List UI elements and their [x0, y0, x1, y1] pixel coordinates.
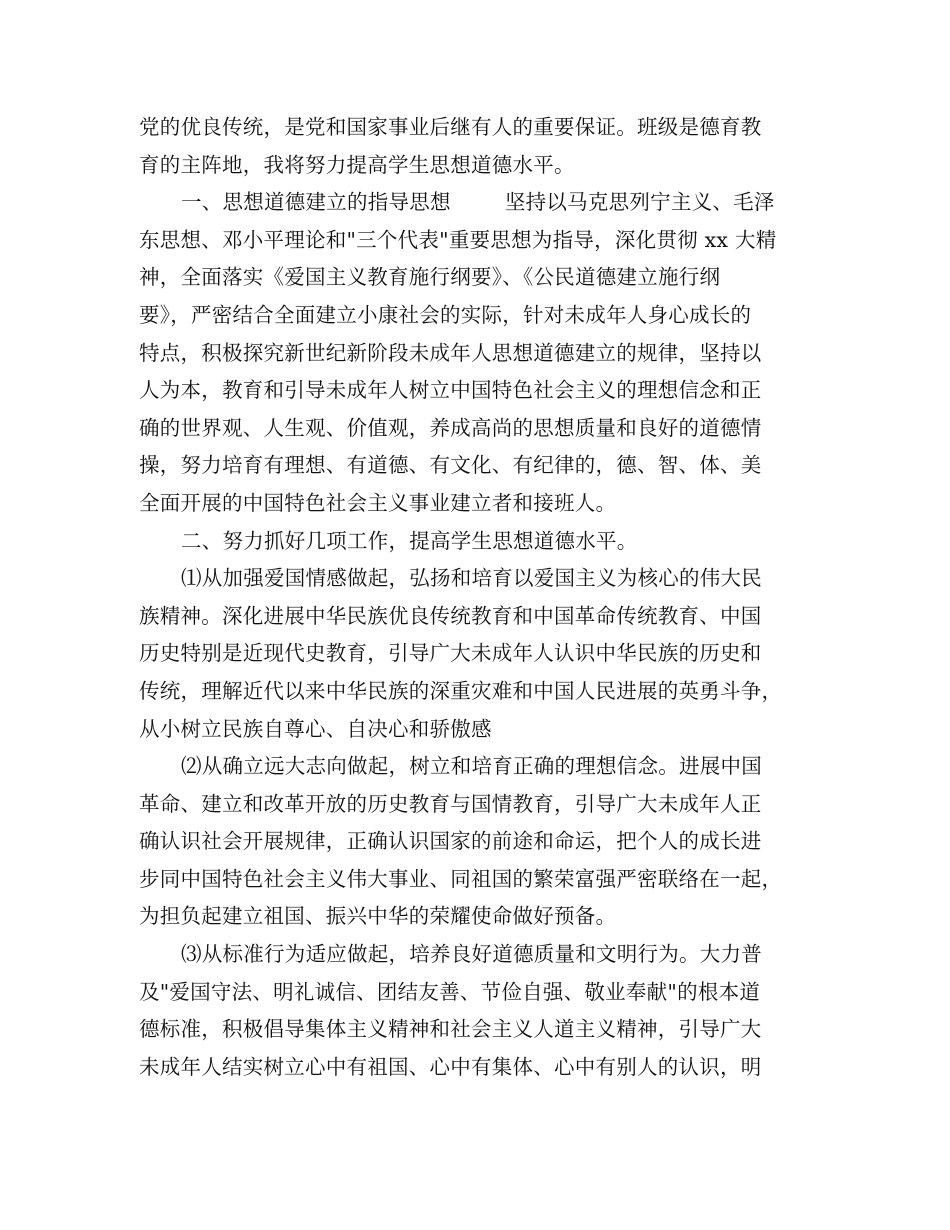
text-line: 一、思想道德建立的指导思想 坚持以马克思列宁主义、毛泽	[181, 190, 775, 215]
text-line: 从小树立民族自尊心、自决心和骄傲感	[139, 716, 492, 741]
text-line: 德标准，积极倡导集体主义精神和社会主义人道主义精神，引导广大	[139, 1017, 762, 1042]
text-line: 要》，严密结合全面建立小康社会的实际，针对未成年人身心成长的	[139, 302, 752, 327]
text-line: 育的主阵地，我将努力提高学生思想道德水平。	[139, 152, 575, 177]
text-line: 神，全面落实《爱国主义教育施行纲要》、《公民道德建立施行纲	[139, 265, 721, 290]
text-line: 确的世界观、人生观、价值观，养成高尚的思想质量和良好的道德情	[139, 415, 762, 440]
text-line: 革命、建立和改革开放的历史教育与国情教育，引导广大未成年人正	[139, 791, 762, 816]
text-line: ⑴从加强爱国情感做起，弘扬和培育以爱国主义为核心的伟大民	[181, 566, 762, 591]
text-line: 东思想、邓小平理论和"三个代表"重要思想为指导，深化贯彻 xx 大精	[139, 227, 777, 252]
text-line: 全面开展的中国特色社会主义事业建立者和接班人。	[139, 490, 617, 515]
text-line: 族精神。深化进展中华民族优良传统教育和中国革命传统教育、中国	[139, 603, 762, 628]
text-line: 为担负起建立祖国、振兴中华的荣耀使命做好预备。	[139, 904, 617, 929]
text-line: 历史特别是近现代史教育，引导广大未成年人认识中华民族的历史和	[139, 641, 762, 666]
text-line: 步同中国特色社会主义伟大事业、同祖国的繁荣富强严密联络在一起，	[139, 866, 783, 891]
text-line: 操，努力培育有理想、有道德、有文化、有纪律的，德、智、体、美	[139, 453, 762, 478]
text-line: 传统，理解近代以来中华民族的深重灾难和中国人民进展的英勇斗争，	[139, 678, 783, 703]
text-line: 二、努力抓好几项工作，提高学生思想道德水平。	[181, 528, 638, 553]
text-line: 人为本，教育和引导未成年人树立中国特色社会主义的理想信念和正	[139, 378, 762, 403]
text-line: 党的优良传统，是党和国家事业后继有人的重要保证。班级是德育教	[139, 115, 762, 139]
text-line: ⑶从标准行为适应做起，培养良好道德质量和文明行为。大力普	[181, 942, 762, 967]
text-line: 确认识社会开展规律，正确认识国家的前途和命运，把个人的成长进	[139, 829, 762, 854]
text-line: 特点，积极探究新世纪新阶段未成年人思想道德建立的规律，坚持以	[139, 340, 762, 365]
text-line: 及"爱国守法、明礼诚信、团结友善、节俭自强、敬业奉献"的根本道	[139, 979, 761, 1004]
text-line: ⑵从确立远大志向做起，树立和培育正确的理想信念。进展中国	[181, 754, 762, 779]
text-line: 未成年人结实树立心中有祖国、心中有集体、心中有别人的认识，明	[139, 1054, 762, 1079]
document-body	[139, 109, 811, 1086]
